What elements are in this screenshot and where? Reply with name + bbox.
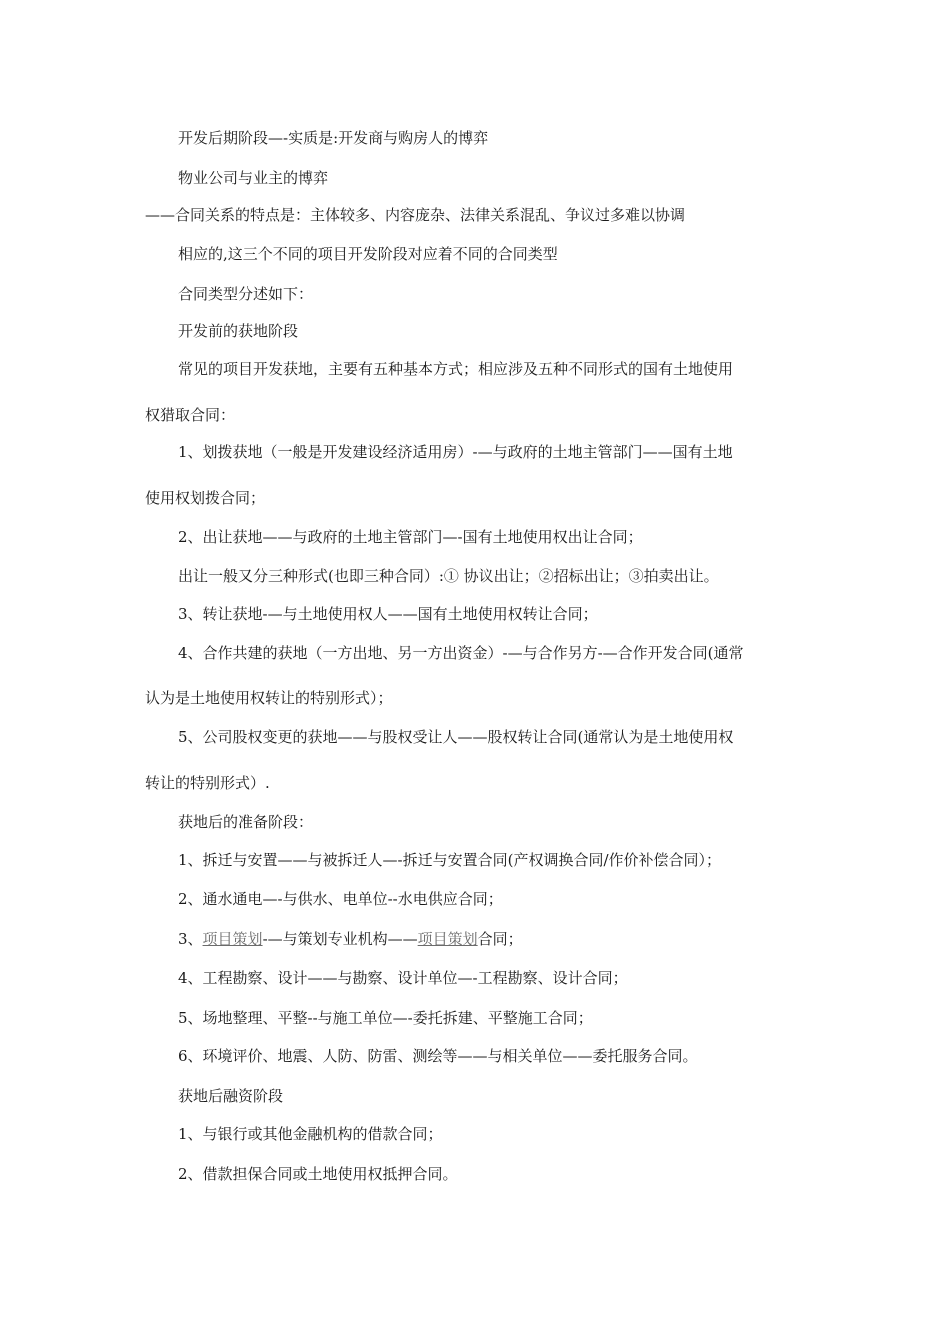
text-line: 使用权划拨合同； (145, 489, 266, 507)
text-line: 权猎取合同： (145, 406, 236, 424)
text-line: 相应的,这三个不同的项目开发阶段对应着不同的合同类型 (178, 245, 558, 263)
section-heading: 获地后的准备阶段： (178, 813, 314, 831)
list-item (178, 929, 523, 949)
item3-middle: -—与策划专业机构—— (262, 930, 418, 948)
section-heading: 开发前的获地阶段 (178, 322, 299, 340)
list-item: 2、借款担保合同或土地使用权抵押合同。 (178, 1165, 458, 1183)
list-item: 4、合作共建的获地（一方出地、另一方出资金）-—与合作另方-—合作开发合同(通常 (178, 644, 744, 662)
list-item: 2、通水通电—-与供水、电单位--水电供应合同； (178, 890, 503, 908)
text-line: 常见的项目开发获地，主要有五种基本方式；相应涉及五种不同形式的国有土地使用 (178, 360, 734, 378)
item3-prefix: 3、 (178, 930, 203, 948)
list-item: 5、场地整理、平整--与施工单位—-委托拆建、平整施工合同； (178, 1009, 593, 1027)
list-item: 1、拆迁与安置——与被拆迁人—-拆迁与安置合同(产权调换合同/作价补偿合同）； (178, 851, 722, 869)
list-item: 2、出让获地——与政府的土地主管部门—-国有土地使用权出让合同； (178, 528, 643, 546)
list-item: 4、工程勘察、设计——与勘察、设计单位—-工程勘察、设计合同； (178, 969, 628, 987)
list-item: 1、与银行或其他金融机构的借款合同； (178, 1125, 443, 1143)
item3-suffix: 合同； (477, 930, 523, 948)
text-line: 出让一般又分三种形式(也即三种合同）:① 协议出让；②招标出让；③拍卖出让。 (178, 567, 719, 585)
text-line: 合同类型分述如下： (178, 285, 314, 303)
list-item: 5、公司股权变更的获地——与股权受让人——股权转让合同(通常认为是土地使用权 (178, 728, 734, 746)
list-item: 3、转让获地-—与土地使用权人——国有土地使用权转让合同； (178, 605, 598, 623)
project-planning-link[interactable]: 项目策划 (202, 930, 263, 948)
list-item: 1、划拨获地（一般是开发建设经济适用房）-—与政府的土地主管部门——国有土地 (178, 443, 733, 461)
list-item: 6、环境评价、地震、人防、防雷、测绘等——与相关单位——委托服务合同。 (178, 1047, 698, 1065)
text-line: 转让的特别形式）. (145, 774, 270, 792)
text-line: 认为是土地使用权转让的特别形式）； (145, 689, 393, 707)
text-line: 物业公司与业主的博弈 (178, 169, 329, 187)
text-line: ——合同关系的特点是：主体较多、内容庞杂、法律关系混乱、争议过多难以协调 (145, 206, 686, 224)
project-planning-link[interactable]: 项目策划 (417, 930, 478, 948)
section-heading: 获地后融资阶段 (178, 1087, 284, 1105)
text-line: 开发后期阶段—-实质是:开发商与购房人的博弈 (178, 129, 489, 147)
